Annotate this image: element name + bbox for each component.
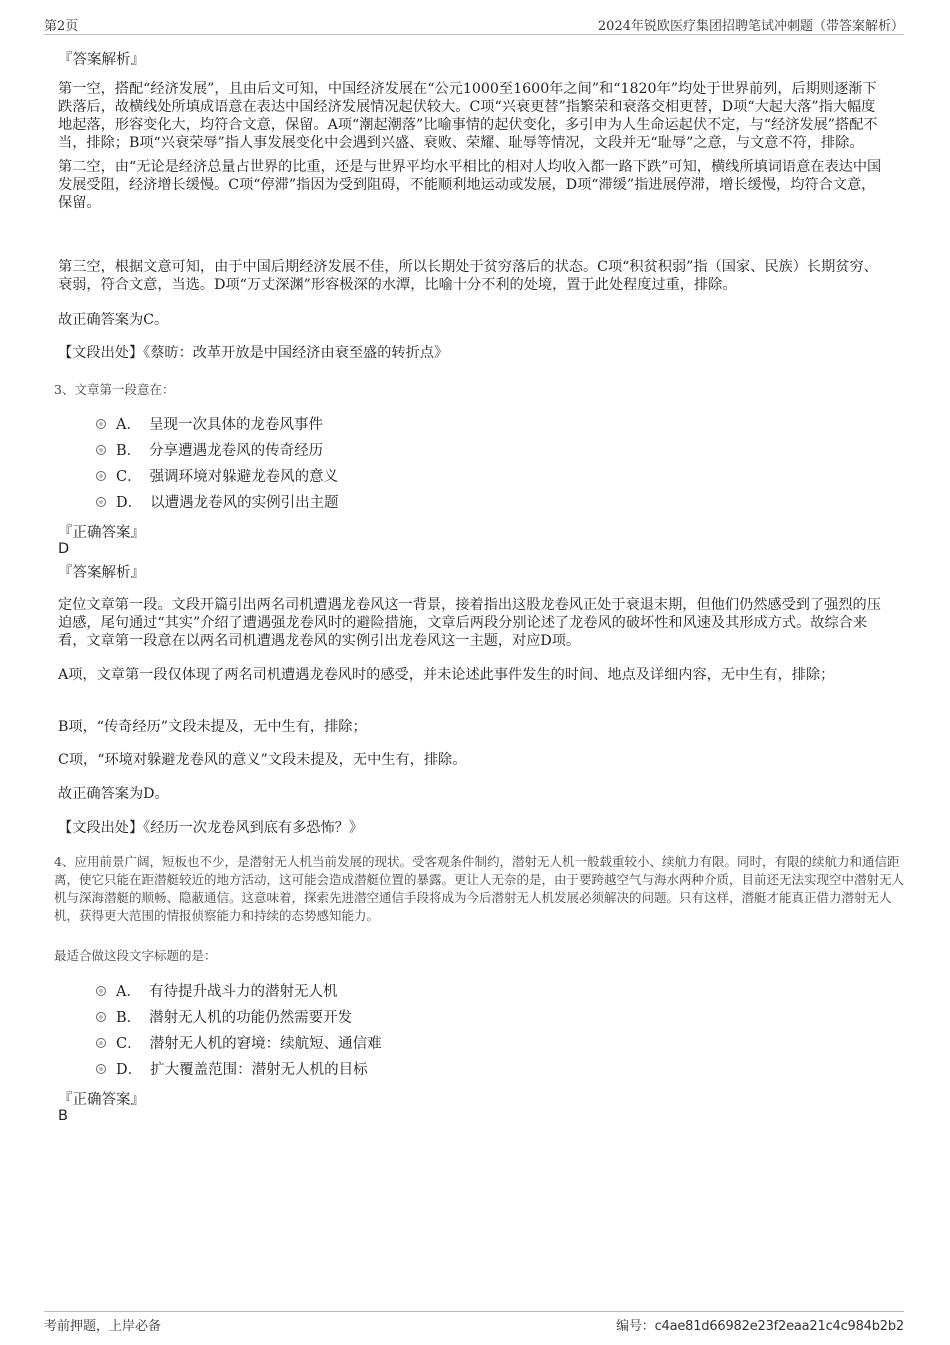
q3-analysis-para-1: 定位文章第一段。文段开篇引出两名司机遭遇龙卷风这一背景，接着指出这股龙卷风正处于衰退末期，但他们仍然感受到了强烈的压迫感，尾句通过“其实”介绍了遭遇强龙卷风时的避险措施，文章后两段分别论述了龙卷风的破坏性和风速及其形成方式。故综合来看，文章第一段意在以两名司机遭遇龙卷风的实例引出龙卷风这一主题，对应D项。 xyxy=(58,597,881,649)
q3-option-b[interactable]: B． 分享遭遇龙卷风的传奇经历 xyxy=(96,441,323,461)
q3-correct-answer: D xyxy=(58,541,70,557)
radio-icon[interactable] xyxy=(96,1038,106,1048)
page-footer xyxy=(44,1311,904,1334)
analysis-label-q2: 『答案解析』 xyxy=(58,52,145,68)
analysis-label-q3: 『答案解析』 xyxy=(58,565,145,581)
correct-answer-label-q4: 『正确答案』 xyxy=(58,1092,145,1108)
page-header xyxy=(44,14,904,35)
radio-icon[interactable] xyxy=(96,1064,106,1074)
q4-option-b[interactable]: B． 潜射无人机的功能仍然需要开发 xyxy=(96,1008,352,1028)
q2-conclusion: 故正确答案为C。 xyxy=(58,312,169,328)
q3-conclusion: 故正确答案为D。 xyxy=(58,786,169,802)
q4-stem: 最适合做这段文字标题的是： xyxy=(54,948,217,963)
radio-icon[interactable] xyxy=(96,419,106,429)
q3-analysis-para-2: A项，文章第一段仅体现了两名司机遭遇龙卷风时的感受，并未论述此事件发生的时间、地点及详细内容，无中生有，排除； xyxy=(58,667,835,683)
q4-option-d[interactable]: D． 扩大覆盖范围：潜射无人机的目标 xyxy=(96,1060,368,1080)
q3-analysis-para-4: C项，“环境对躲避龙卷风的意义”文段未提及，无中生有，排除。 xyxy=(58,752,467,768)
q3-option-c[interactable]: C． 强调环境对躲避龙卷风的意义 xyxy=(96,467,338,487)
radio-icon[interactable] xyxy=(96,986,106,996)
q2-analysis-para-2: 第二空，由“无论是经济总量占世界的比重，还是与世界平均水平相比的相对人均收入都一路下跌”可知，横线所填词语意在表达中国发展受阻，经济增长缓慢。C项“停滞”指因为受到阻碍，不能顺利地运动或发展，D项“滞缓”指进展停滞，增长缓慢，均符合文意，保留。 xyxy=(58,159,882,211)
footer-code: 编号：c4ae81d66982e23f2eaa21c4c984b2b2 xyxy=(616,1319,904,1334)
footer-motto: 考前押题，上岸必备 xyxy=(44,1319,162,1334)
q2-analysis-para-1: 第一空，搭配“经济发展”，且由后文可知，中国经济发展在“公元1000至1600年之间”和“1820年”均处于世界前列，后期则逐渐下跌落后，故横线处所填成语意在表达中国经济发展情况起伏较大。C项“兴衰更替”指繁荣和衰落交相更替，D项“大起大落”指大幅度地起落，形容变化大，均符合文意，保留。A项“潮起潮落”比喻事情的起伏变化，多引申为人生命运起伏不定，与“经济发展”搭配不当，排除；B项“兴衰荣辱”指人事发展变化中会遇到兴盛、衰败、荣耀、耻辱等情况，文段并无“耻辱”之意，与文意不符，排除。 xyxy=(58,81,878,151)
q4-correct-answer: B xyxy=(58,1108,68,1124)
radio-icon[interactable] xyxy=(96,497,106,507)
q2-analysis-para-3: 第三空，根据文意可知，由于中国后期经济发展不佳，所以长期处于贫穷落后的状态。C项“积贫积弱”指（国家、民族）长期贫穷、衰弱，符合文意，当选。D项“万丈深渊”形容极深的水潭，比喻十分不利的处境，置于此处程度过重，排除。 xyxy=(58,259,878,293)
q2-source: 【文段出处】《蔡昉：改革开放是中国经济由衰至盛的转折点》 xyxy=(58,345,449,361)
q4-option-c[interactable]: C． 潜射无人机的窘境：续航短、通信难 xyxy=(96,1034,382,1054)
radio-icon[interactable] xyxy=(96,445,106,455)
q3-stem: 3、文章第一段意在： xyxy=(54,382,175,397)
q3-option-d[interactable]: D． 以遭遇龙卷风的实例引出主题 xyxy=(96,493,339,513)
correct-answer-label-q3: 『正确答案』 xyxy=(58,525,145,541)
radio-icon[interactable] xyxy=(96,1012,106,1022)
q3-option-a[interactable]: A． 呈现一次具体的龙卷风事件 xyxy=(96,415,323,435)
radio-icon[interactable] xyxy=(96,471,106,481)
q4-option-a[interactable]: A． 有待提升战斗力的潜射无人机 xyxy=(96,982,337,1002)
q3-source: 【文段出处】《经历一次龙卷风到底有多恐怖？》 xyxy=(58,820,364,836)
page-number: 第2页 xyxy=(44,19,79,34)
document-title: 2024年锐欧医疗集团招聘笔试冲刺题（带答案解析） xyxy=(597,19,904,34)
q4-passage: 4、应用前景广阔，短板也不少，是潜射无人机当前发展的现状。受客观条件制约，潜射无人机一般载重较小、续航力有限。同时，有限的续航力和通信距离，使它只能在距潜艇较近的地方活动，这可能会造成潜艇位置的暴露。更让人无奈的是，由于要跨越空气与海水两种介质，目前还无法实现空中潜射无人机与深海潜艇的顺畅、隐蔽通信。这意味着，探索先进潜空通信手段将成为今后潜射无人机发展必须解决的问题。只有这样，潜艇才能真正借力潜射无人机，获得更大范围的情报侦察能力和持续的态势感知能力。 xyxy=(54,854,905,923)
q3-analysis-para-3: B项，“传奇经历”文段未提及，无中生有，排除； xyxy=(58,719,367,735)
